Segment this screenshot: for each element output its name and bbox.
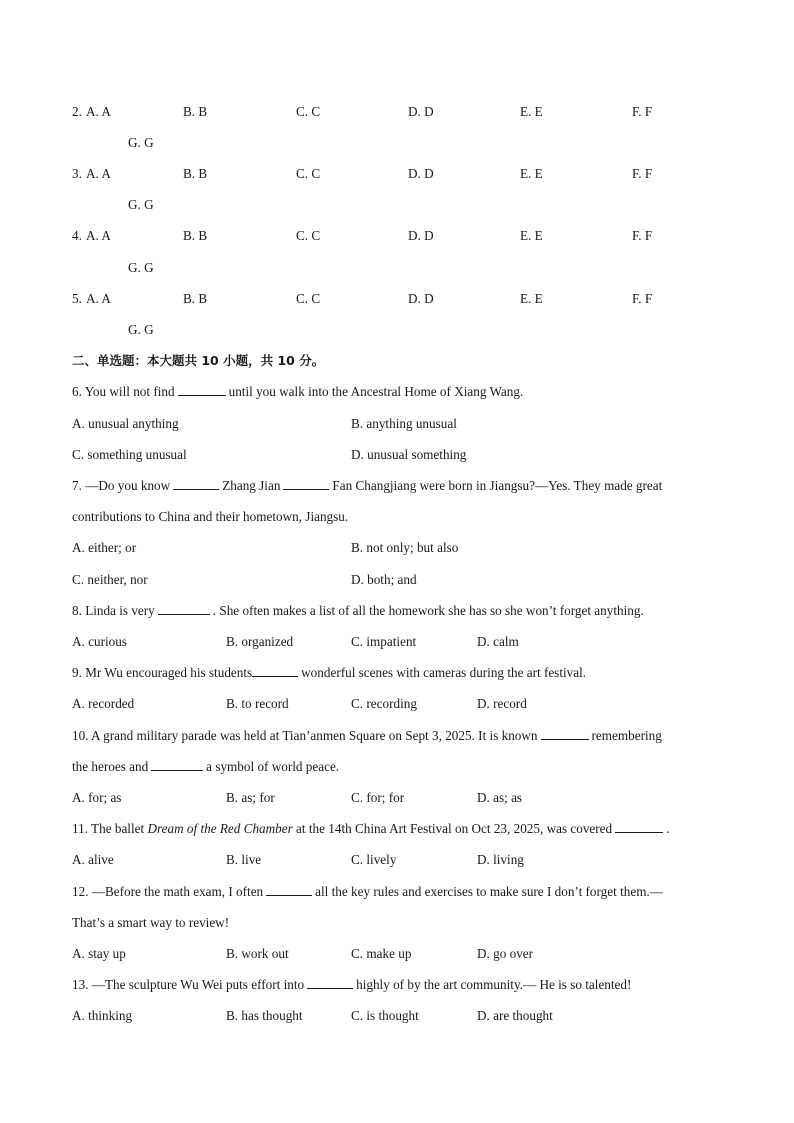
answer-blank: [541, 728, 589, 740]
question-8-text: 8. Linda is very: [72, 603, 155, 618]
option-c: C. C: [296, 166, 321, 181]
question-9-text: 9. Mr Wu encouraged his students: [72, 665, 253, 680]
ballet-title: Dream of the Red Chamber: [147, 821, 293, 836]
question-11-text: 11. The ballet: [72, 821, 145, 836]
option-e: E. E: [520, 291, 543, 306]
option-d: D. are thought: [477, 1008, 553, 1023]
option-d: D. D: [408, 291, 434, 306]
option-g: G. G: [128, 197, 154, 212]
option-c: C. C: [296, 228, 321, 243]
option-a: A. stay up: [72, 946, 126, 961]
answer-blank: [151, 759, 203, 771]
question-number: 2.: [72, 104, 82, 119]
question-10-stem-line2: [72, 759, 339, 775]
question-11-text-end: .: [666, 821, 670, 836]
option-a: A. curious: [72, 634, 127, 649]
question-13-text: 13. —The sculpture Wu Wei puts effort into: [72, 977, 305, 992]
option-c: C. lively: [351, 852, 397, 867]
question-7-stem: [72, 478, 662, 494]
option-b: B. B: [183, 166, 208, 181]
question-12-text-end: all the key rules and exercises to make sure I don’t forget them.—: [315, 884, 663, 899]
question-10-text-end: remembering: [591, 728, 662, 743]
option-a: A. thinking: [72, 1008, 133, 1023]
option-c: C. is thought: [351, 1008, 419, 1023]
option-c: C. C: [296, 104, 321, 119]
option-d: D. unusual something: [351, 447, 467, 462]
answer-blank: [615, 821, 663, 833]
answer-blank: [266, 884, 312, 896]
option-b: B. B: [183, 291, 208, 306]
option-c: C. recording: [351, 696, 417, 711]
answer-blank: [283, 478, 329, 490]
option-a: A. recorded: [72, 696, 135, 711]
answer-blank: [173, 478, 219, 490]
option-b: B. to record: [226, 696, 289, 711]
question-12-text: 12. —Before the math exam, I often: [72, 884, 264, 899]
option-c: C. for; for: [351, 790, 405, 805]
option-c: C. neither, nor: [72, 572, 148, 587]
option-d: D. D: [408, 166, 434, 181]
question-10-text: 10. A grand military parade was held at Tian’anmen Square on Sept 3, 2025. It is known: [72, 728, 538, 743]
option-b: B. has thought: [226, 1008, 303, 1023]
option-d: D. both; and: [351, 572, 417, 587]
question-11-text-mid: at the 14th China Art Festival on Oct 23, 2025, was covered: [296, 821, 613, 836]
option-a: A. A: [86, 228, 111, 243]
question-number: 3.: [72, 166, 82, 181]
question-7-text-mid: Zhang Jian: [222, 478, 281, 493]
question-9-text-end: wonderful scenes with cameras during the art festival.: [301, 665, 587, 680]
question-10-text-line2-end: a symbol of world peace.: [206, 759, 340, 774]
option-d: D. go over: [477, 946, 534, 961]
option-a: A. A: [86, 291, 111, 306]
option-g: G. G: [128, 260, 154, 275]
option-e: E. E: [520, 104, 543, 119]
option-a: A. A: [86, 166, 111, 181]
option-d: D. as; as: [477, 790, 523, 805]
question-number: 4.: [72, 228, 82, 243]
option-a: A. unusual anything: [72, 416, 179, 431]
answer-blank: [252, 665, 298, 677]
option-g: G. G: [128, 322, 154, 337]
option-c: C. make up: [351, 946, 412, 961]
option-b: B. live: [226, 852, 262, 867]
question-8-stem: [72, 603, 644, 619]
option-b: B. not only; but also: [351, 540, 459, 555]
option-f: F. F: [632, 291, 653, 306]
answer-blank: [307, 977, 353, 989]
option-d: D. D: [408, 228, 434, 243]
question-10-text-line2: the heroes and: [72, 759, 149, 774]
option-e: E. E: [520, 166, 543, 181]
option-a: A. for; as: [72, 790, 122, 805]
question-13-text-end: highly of by the art community.— He is so talented!: [356, 977, 632, 992]
option-a: A. either; or: [72, 540, 137, 555]
question-number: 5.: [72, 291, 82, 306]
answer-blank: [178, 384, 226, 396]
question-10-stem: [72, 728, 662, 744]
option-a: A. A: [86, 104, 111, 119]
option-b: B. anything unusual: [351, 416, 457, 431]
question-6-stem: [72, 384, 523, 400]
option-b: B. work out: [226, 946, 289, 961]
question-6-text-end: until you walk into the Ancestral Home of Xiang Wang.: [228, 384, 524, 399]
section-heading: 二、单选题：本大题共 10 小题，共 10 分。: [72, 353, 325, 368]
option-g: G. G: [128, 135, 154, 150]
question-13-stem: [72, 977, 631, 993]
option-f: F. F: [632, 228, 653, 243]
question-8-text-end: . She often makes a list of all the homework she has so she won’t forget anything.: [212, 603, 644, 618]
option-e: E. E: [520, 228, 543, 243]
question-7-text: 7. —Do you know: [72, 478, 171, 493]
option-d: D. record: [477, 696, 527, 711]
option-c: C. something unusual: [72, 447, 187, 462]
question-12-stem-line2: That’s a smart way to review!: [72, 915, 230, 930]
option-f: F. F: [632, 166, 653, 181]
option-c: C. C: [296, 291, 321, 306]
answer-blank: [158, 603, 210, 615]
question-7-stem-line2: contributions to China and their hometown, Jiangsu.: [72, 509, 349, 524]
option-b: B. organized: [226, 634, 294, 649]
question-6-text: 6. You will not find: [72, 384, 175, 399]
option-b: B. as; for: [226, 790, 275, 805]
question-7-text-end: Fan Changjiang were born in Jiangsu?—Yes. They made great: [332, 478, 663, 493]
option-d: D. D: [408, 104, 434, 119]
option-a: A. alive: [72, 852, 114, 867]
option-b: B. B: [183, 228, 208, 243]
question-11-stem: [72, 821, 669, 837]
question-9-stem: [72, 665, 586, 681]
option-c: C. impatient: [351, 634, 417, 649]
question-12-stem: [72, 884, 663, 900]
option-d: D. calm: [477, 634, 519, 649]
option-b: B. B: [183, 104, 208, 119]
option-d: D. living: [477, 852, 524, 867]
option-f: F. F: [632, 104, 653, 119]
